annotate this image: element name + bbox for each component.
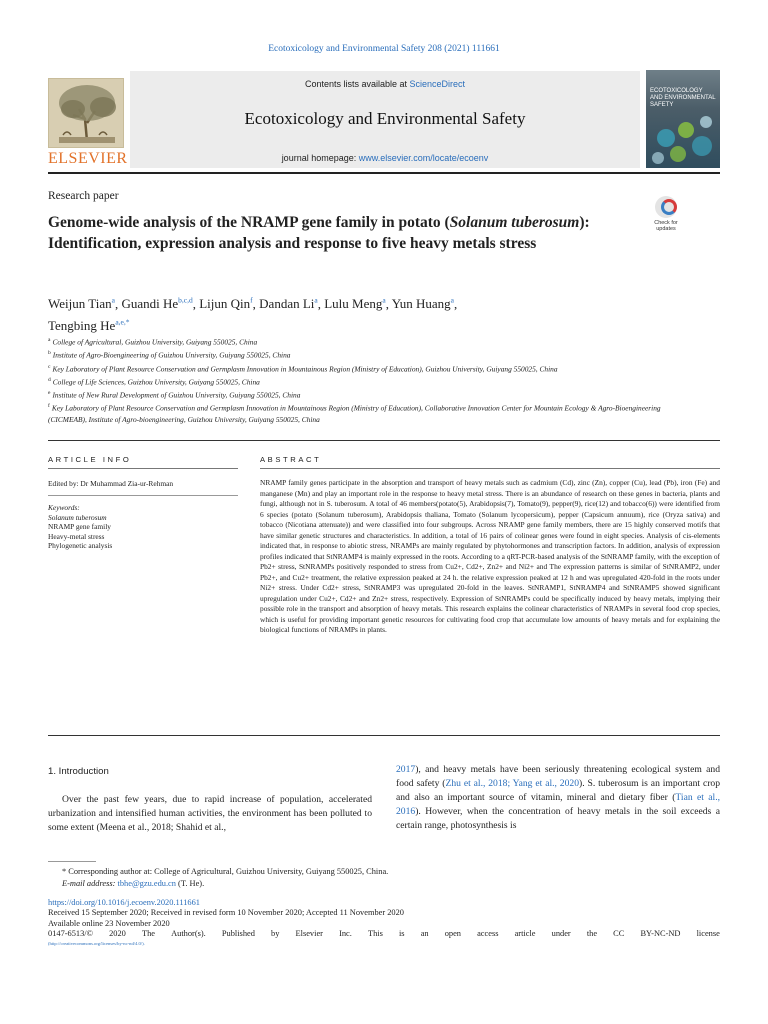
affiliation: $^b$ Institute of Agro-Bioengineering of Guizhou University, Guiyang 550025, China [48, 350, 291, 360]
edited-by-rule [48, 495, 238, 496]
intro-left-column: Over the past few years, due to rapid increase of population, accelerated urbanization and intensified human activities, the environment has been polluted to some extent (Meena et al., 2018; Shahid et al., [48, 794, 372, 833]
email-link[interactable]: tbhe@gzu.edu.cn [117, 878, 176, 888]
author[interactable]: Tengbing $He^{a,e,*}$ [48, 317, 130, 333]
author-affiliation-mark[interactable]: a [314, 296, 318, 305]
crossmark-icon [655, 196, 677, 218]
contents-line [130, 79, 640, 89]
title-part-2: ): Identification, expression analysis and response to five heavy metals stress [48, 214, 590, 252]
title-italic-species: Solanum tuberosum [449, 214, 580, 231]
abstract-text [260, 478, 720, 636]
keyword: NRAMP gene family [48, 522, 111, 532]
author[interactable]: Dandan Li$^a$ [259, 296, 318, 312]
email-label: E-mail address: [62, 878, 116, 888]
paper-title [48, 212, 608, 254]
edited-by: Edited by: Dr Muhammad Zia-ur-Rehman [48, 479, 174, 488]
article-info-heading: ARTICLE INFO [48, 455, 132, 464]
license-word: is [398, 929, 405, 939]
corresponding-author-note: * Corresponding author at: College of Agricultural, Guizhou University, Guiyang 550025, China. [62, 867, 389, 876]
author[interactable]: Weijun Tian$^a$ [48, 296, 115, 312]
license-word: Inc. [339, 929, 352, 939]
section-rule [48, 440, 720, 441]
license-word: under [551, 929, 571, 939]
license-word: This [367, 929, 383, 939]
license-word: access [477, 929, 499, 939]
license-word: BY-NC-ND [640, 929, 681, 939]
keywords-block [48, 503, 238, 551]
license-word: open [444, 929, 461, 939]
license-word: Author(s). [171, 929, 206, 939]
journal-info-box [130, 70, 640, 168]
introduction-heading: 1. Introduction [48, 766, 109, 777]
affiliation: $^c$ Key Laboratory of Plant Resource Conservation and Germplasm Innovation in Mountainous Region (Ministry of Education), Guizhou University, Guiyang 550025, China [48, 363, 558, 373]
keyword: Phylogenetic analysis [48, 541, 113, 551]
email-note [48, 878, 720, 890]
author-affiliation-mark[interactable]: a,e,* [115, 317, 130, 327]
license-word: 2020 [109, 929, 126, 939]
author[interactable]: Lijun Qin$^f$ [199, 296, 253, 312]
article-type: Research paper [48, 190, 119, 202]
journal-title: Ecotoxicology and Environmental Safety [244, 109, 526, 128]
sciencedirect-link[interactable]: ScienceDirect [409, 79, 466, 89]
intro-right-column: 2017), and heavy metals have been seriously threatening ecological system and food safety (Zhu et al., 2018; Yang et al., 2020). S. tuberosum is an important crop and also an important source of vitamin, mineral and dietary fiber (Tian et al., 2016). However, when the concentration of heavy metals in the soil exceeds a certain range, photosynthesis is [396, 764, 720, 831]
author-affiliation-mark[interactable]: a [382, 296, 386, 305]
abstract-heading: ABSTRACT [260, 455, 322, 464]
affiliation: $^d$ College of Life Sciences, Guizhou University, Guiyang 550025, China [48, 376, 260, 387]
license-word: the [586, 929, 598, 939]
keyword: Solanum tuberosum [48, 512, 107, 522]
author-affiliation-mark[interactable]: a [111, 296, 115, 305]
abstract-paragraph: NRAMP family genes participate in the absorption and transport of heavy metals such as cadmium (Cd), zinc (Zn), copper (Cu), lead (Pb), iron (Fe) and manganese (Mn) and play an important role in the response to heavy metal stress. There is an abundance of research on these genes in bacteria, plants and fungi, although not in S. tuberosum. A total of 46 members(potato(5), Arabidopsis(7), Tomato(9), pepper(9), rice(12) and tobacco(6)) were identified from 6 species (potato (Solanum tuberosum), Arabidopsis thaliana, Tomato (Solanum lycopersicum), pepper (Capsicum annuum), rice (Oryza sativa) and tobacco (Nicotiana attenuate)) and were classified into four subgroups. Across NRAMP gene family members, there are 15 highly conserved motifs that have similar genetic structures and characteristics. In addition, a total of 16 pairs of colinear genes were found in eight species. Analysis of cis-elements indicated that, in response to abiotic stress, NRAMPs are mainly regulated by phytohormones and transcription factors. In addition, analysis of expression profiles indicated that StNRAMP4 is mainly expressed in the roots. According to a qRT-PCR-based analysis of the StNRAMP family, with the exception of Pb2+ stress, StNRAMPs positively responded to stress from Cu2+, Cd2+, Zn2+ and Ni2+ and The expression patterns is similar of StNRAMP2, under Pb2+, and Cu2+ treatment, the relative expression peaked at 24 h. the relative expression peaked at 12 h and was upregulated 420-fold in the roots under Ni2+ stress. Under Cd2+ stress, StNRAMP3 was upregulated 20-fold in the leaves. StNRAMP1, StNRAMP4 and StNRAMP5 showed significant upregulation under Cu2+, Cd2+ and Zn2+ stress, respectively. Expression of StNRAMPs could be specifically induced by heavy metals, implying their possible role in the transport and absorption of heavy metals. This research explains the colinear characteristics of NRAMPs in several food crop species, which is useful for providing important genetic resources for cultivating food crop that accumulate low amounts of heavy metals and for explaining the biological functions of NRAMPs in plants. [260, 478, 720, 634]
affiliation: $^a$ College of Agricultural, Guizhou University, Guiyang 550025, China [48, 337, 258, 347]
elsevier-logo[interactable] [48, 78, 126, 168]
license-url[interactable]: (http://creativecommons.org/licenses/by-nc-nd/4.0/). [48, 940, 145, 946]
journal-cover-image[interactable] [646, 70, 720, 168]
journal-masthead [48, 70, 720, 168]
article-history: Received 15 September 2020; Received in revised form 10 November 2020; Accepted 11 November 2020 [48, 908, 404, 918]
elsevier-tree-icon [48, 78, 124, 148]
cover-title: ECOTOXICOLOGY AND ENVIRONMENTAL SAFETY [650, 88, 716, 108]
author-affiliation-mark[interactable]: a [450, 296, 454, 305]
doi-link[interactable]: https://doi.org/10.1016/j.ecoenv.2020.111661 [48, 898, 200, 907]
journal-homepage-link[interactable]: www.elsevier.com/locate/ecoenv [358, 153, 489, 163]
affiliations [48, 335, 678, 425]
article-info-rule [48, 468, 238, 469]
body-rule [48, 735, 720, 736]
license-word: an [420, 929, 429, 939]
affiliation: $^e$ Institute of New Rural Development of Guizhou University, Guiyang 550025, China [48, 390, 301, 400]
contents-prefix: Contents lists available at [304, 79, 410, 89]
author[interactable]: Yun Huang$^a$ [391, 296, 454, 312]
masthead-rule [48, 172, 720, 174]
affiliation: $^f$ Key Laboratory of Plant Resource Conservation and Germplasm Innovation in Mountainous Region (Ministry of Education), Collaborative Innovation Center for Mountain Ecology & Agro-Bioengineering (CICMEAB), Institute of Agro-bioengineering, Guizhou University, Guiyang 550025, China [48, 403, 661, 424]
author[interactable]: Guandi He$^{b,c,d}$ [121, 296, 193, 312]
homepage-prefix: journal homepage: [281, 153, 359, 163]
author[interactable]: Lulu Meng$^a$ [324, 296, 386, 312]
license-word: by [271, 929, 280, 939]
cover-molecule-art [646, 108, 720, 168]
license-line [48, 929, 720, 939]
author-affiliation-mark[interactable]: b,c,d [178, 296, 193, 305]
keyword: Heavy-metal stress [48, 531, 105, 541]
license-word: The [141, 929, 155, 939]
homepage-line [130, 153, 640, 163]
citation-link[interactable]: Tian et al., 2016 [396, 791, 720, 817]
license-word: Elsevier [295, 929, 323, 939]
footnote-rule [48, 861, 96, 862]
citation-link[interactable]: Zhu et al., 2018; Yang et al., 2020 [445, 777, 579, 789]
license-word: 0147-6513/© [48, 929, 93, 939]
footnotes [48, 866, 720, 889]
check-for-updates-badge[interactable] [648, 196, 684, 236]
license-word: license [696, 929, 720, 939]
running-head[interactable]: Ecotoxicology and Environmental Safety 208 (2021) 111661 [268, 44, 500, 54]
doi-block [48, 898, 720, 947]
license-word: CC [613, 929, 625, 939]
title-part-1: Genome-wide analysis of the NRAMP gene family in potato ( [48, 214, 450, 231]
license-word: Published [221, 929, 255, 939]
author-affiliation-mark[interactable]: f [250, 296, 253, 305]
abstract-rule [260, 468, 720, 469]
check-for-updates-label: Check for updates [654, 220, 678, 232]
citation-link[interactable]: 2017 [396, 764, 416, 775]
keywords-label: Keywords: [48, 503, 80, 512]
available-online: Available online 23 November 2020 [48, 918, 170, 928]
license-word: article [514, 929, 536, 939]
author-list: Weijun Tian$^a$, Guandi He$^{b,c,d}$, Lijun Qin$^f$, Dandan Li$^a$, Lulu Meng$^a$, Yun Huang$^a$, Tengbing $He^{a,e,*}$ [48, 296, 458, 333]
email-suffix: (T. He). [178, 878, 205, 888]
elsevier-wordmark: ELSEVIER [48, 150, 128, 167]
